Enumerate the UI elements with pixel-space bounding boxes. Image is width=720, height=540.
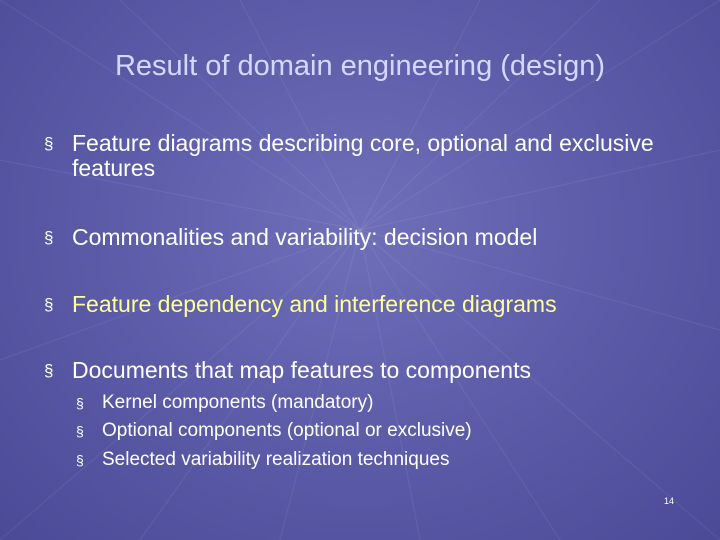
bullet-marker: § [44,228,54,247]
sub-bullet-text: Kernel components (mandatory) [102,392,374,413]
bullet-marker: § [44,361,54,380]
bullet-item [44,131,684,181]
bullet-text: Feature dependency and interference diagrams [72,291,557,317]
bullet-text: Documents that map features to components [72,357,531,383]
bullet-text: Commonalities and variability: decision model [72,224,538,250]
sub-bullet-item [76,449,676,471]
bullet-marker: § [44,295,54,314]
sub-bullet-text: Optional components (optional or exclusive) [102,420,472,441]
sub-bullet-text: Selected variability realization techniques [102,449,450,470]
sub-bullet-marker: § [76,452,84,468]
bullet-text: Feature diagrams describing core, optional and exclusive features [72,130,654,181]
bullet-marker: § [44,134,54,153]
slide-title: Result of domain engineering (design) [114,50,606,82]
bullet-item-highlighted [44,292,684,317]
sub-bullet-item [76,420,676,442]
bullet-item [44,225,684,250]
sub-bullet-item [76,392,676,414]
sub-bullet-marker: § [76,395,84,411]
sub-bullet-marker: § [76,423,84,439]
page-number: 14 [664,496,675,506]
bullet-item [44,358,684,383]
